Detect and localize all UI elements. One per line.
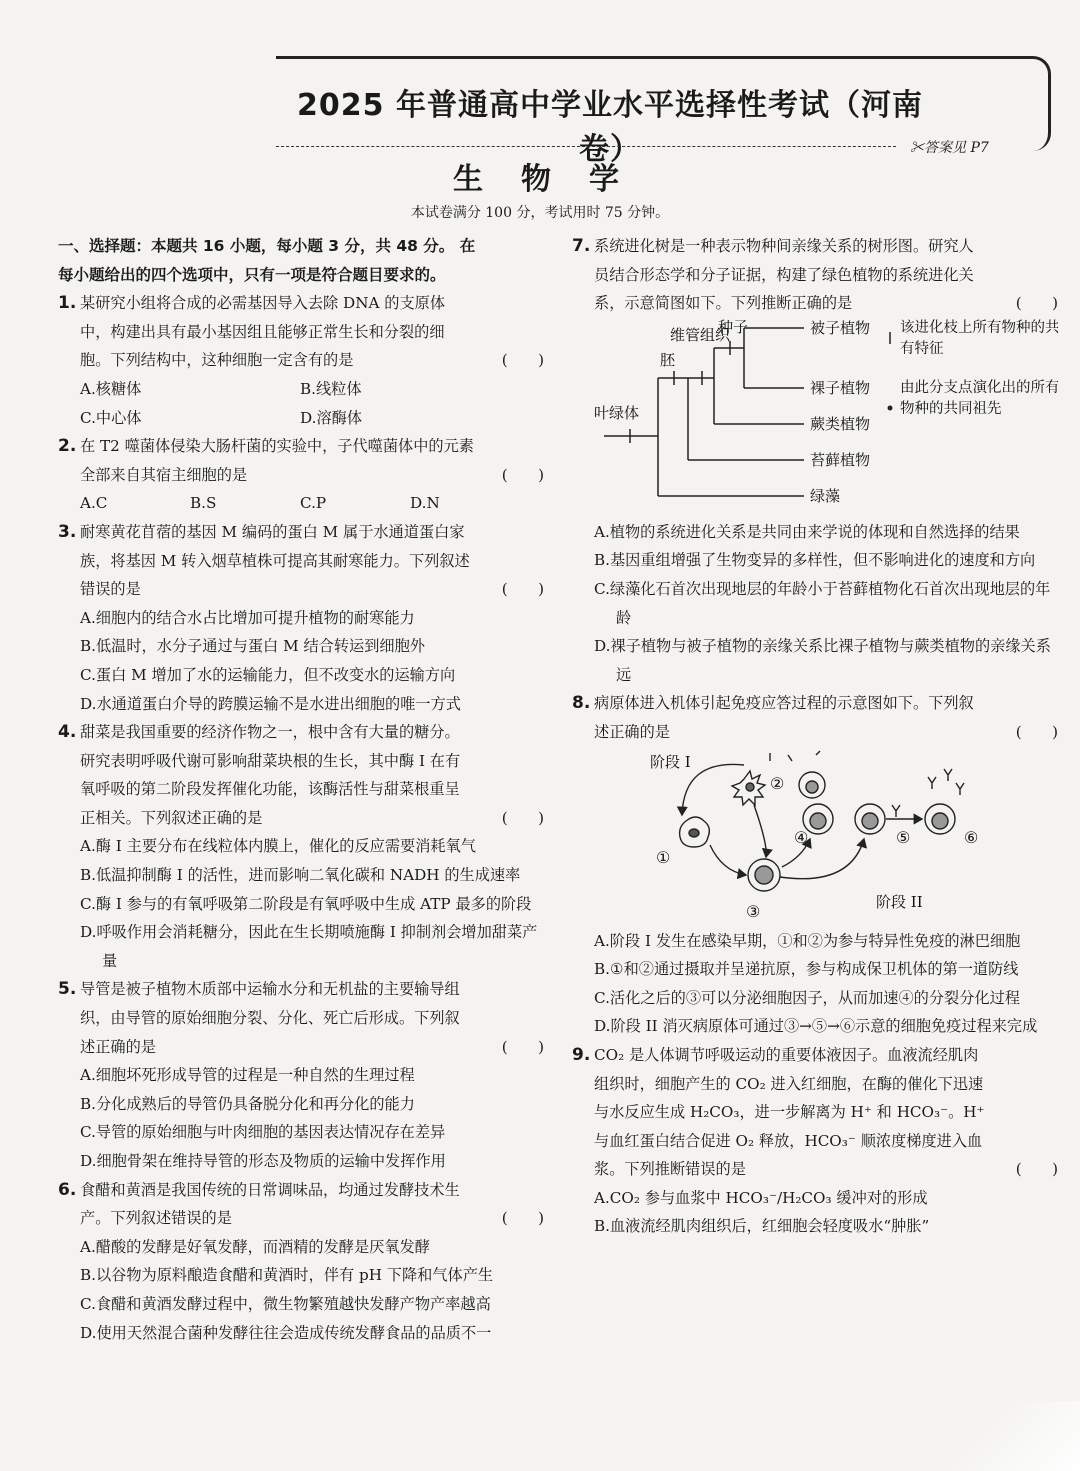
cell-label-4: ④	[794, 827, 809, 847]
trait-chloroplast: 叶绿体	[594, 403, 640, 422]
option-d: D.阶段 II 消灭病原体可通过③→⑤→⑥示意的细胞免疫过程来完成	[594, 1017, 1038, 1036]
question-number: 7.	[572, 236, 591, 256]
question-7	[572, 232, 1058, 318]
option-b: B.低温时，水分子通过与蛋白 M 结合转运到细胞外	[80, 637, 425, 656]
answer-blank: ( )	[501, 1037, 544, 1056]
legend-dot-mark	[888, 405, 893, 410]
page-corner	[900, 1401, 1080, 1471]
exam-title: 2025 年普通高中学业水平选择性考试（河南卷）	[297, 88, 923, 167]
option-b: B.S	[190, 494, 217, 513]
antibody-mark	[956, 783, 964, 795]
trait-seed: 种子	[718, 317, 749, 336]
question-5	[58, 975, 544, 1061]
question-9	[572, 1041, 1058, 1184]
answer-divider	[276, 146, 896, 147]
stage-1-label: 阶段 I	[650, 752, 691, 771]
antigen-mark	[788, 755, 792, 761]
option-c: C.蛋白 M 增加了水的运输能力，但不改变水的运输方向	[80, 665, 456, 684]
cell-label-2: ②	[770, 773, 785, 793]
question-number: 4.	[58, 722, 77, 743]
section-title-line-2: 每小题给出的四个选项中，只有一项是符合题目要求的。	[58, 265, 446, 284]
question-stem: 某研究小组将合成的必需基因导入去除 DNA 的支原体中，构建出具有最小基因组且能够正常生长和分裂的细胞。下列结构中，这种细胞一定含有的是	[80, 294, 446, 370]
option-a: A.醋酸的发酵是好氧发酵，而酒精的发酵是厌氧发酵	[80, 1237, 430, 1256]
question-stem: 导管是被子植物木质部中运输水分和无机盐的主要输导组织，由导管的原始细胞分裂、分化、死亡后形成。下列叙述正确的是	[80, 980, 460, 1056]
option-b: B.血液流经肌肉组织后，红细胞会轻度吸水“肿胀”	[594, 1217, 930, 1236]
question-number: 8.	[572, 693, 591, 714]
question-stem: 耐寒黄花苜蓿的基因 M 编码的蛋白 M 属于水通道蛋白家族，将基因 M 转入烟草植株可提高其耐寒能力。下列叙述错误的是	[80, 522, 470, 599]
phylogenetic-tree-svg	[594, 318, 1058, 518]
question-stem: 食醋和黄酒是我国传统的日常调味品，均通过发酵技术生产。下列叙述错误的是	[80, 1180, 460, 1228]
answer-blank: ( )	[501, 808, 544, 827]
tree-legend	[900, 318, 1058, 518]
cell-1-nucleus	[689, 829, 699, 837]
exam-info: 本试卷满分 100 分，考试用时 75 分钟。	[410, 205, 670, 221]
option-d: D.水通道蛋白介导的跨膜运输不是水进出细胞的唯一方式	[80, 694, 461, 713]
legend-bar-text: 该进化枝上所有物种的共有特征	[900, 319, 1058, 357]
option-d: D.N	[410, 494, 440, 513]
question-number: 2.	[58, 436, 77, 457]
taxon-fern: 蕨类植物	[810, 414, 871, 433]
right-column	[572, 232, 1058, 1241]
option-d: D.溶酶体	[300, 408, 363, 427]
taxon-green-algae: 绿藻	[810, 486, 841, 505]
scissors-icon: ✂	[910, 140, 924, 156]
options-row	[58, 489, 544, 518]
cell-2-nucleus	[746, 783, 754, 791]
option-b: B.低温抑制酶 I 的活性，进而影响二氧化碳和 NADH 的生成速率	[80, 866, 521, 885]
option-d: D.呼吸作用会消耗糖分，因此在生长期喷施酶 I 抑制剂会增加甜菜产量	[80, 923, 538, 970]
immune-diagram-svg	[594, 747, 1058, 927]
trait-vascular-text: 维管组织	[670, 325, 731, 344]
question-4	[58, 718, 544, 832]
option-a: A.阶段 I 发生在感染早期，①和②为参与特异性免疫的淋巴细胞	[594, 931, 1021, 950]
question-1	[58, 289, 544, 375]
option-a: A.酶 I 主要分布在线粒体内膜上，催化的反应需要消耗氧气	[80, 837, 476, 856]
option-b: B.线粒体	[300, 379, 362, 398]
option-c: C.绿藻化石首次出现地层的年龄小于苔藓植物化石首次出现地层的年龄	[594, 579, 1051, 627]
arrow-3-to-5	[780, 839, 864, 879]
option-b: B.以谷物为原料酿造食醋和黄酒时，伴有 pH 下降和气体产生	[80, 1266, 494, 1285]
answer-reference-text: 答案见 P7	[924, 140, 989, 156]
antibody-mark	[944, 769, 952, 781]
option-c: C.导管的原始细胞与叶肉细胞的基因表达情况存在差异	[80, 1123, 446, 1142]
answer-blank: ( )	[501, 580, 544, 599]
antibody-mark	[892, 805, 900, 817]
option-d: D.细胞骨架在维持导管的形态及物质的运输中发挥作用	[80, 1152, 446, 1170]
option-c: C.食醋和黄酒发酵过程中，微生物繁殖越快发酵产物产率越高	[80, 1294, 491, 1313]
cell-label-5: ⑤	[896, 827, 911, 847]
phylogenetic-tree	[594, 318, 1058, 518]
option-a: A.CO₂ 参与血浆中 HCO₃⁻/H₂CO₃ 缓冲对的形成	[594, 1188, 928, 1207]
answer-blank: ( )	[1015, 294, 1058, 313]
option-b: B.①和②通过摄取并呈递抗原，参与构成保卫机体的第一道防线	[594, 960, 1019, 979]
options-row	[58, 404, 544, 433]
question-8	[572, 689, 1058, 746]
option-c: C.P	[300, 494, 327, 513]
trait-vascular	[670, 326, 731, 344]
question-stem: CO₂ 是人体调节呼吸运动的重要体液因子。血液流经肌肉组织时，细胞产生的 CO₂ 进入红细胞，在酶的催化下迅速与水反应生成 H₂CO₃，进一步解离为 H⁺ 和 HCO₃⁻。H⁺ 与血红蛋白结合促进 O₂ 释放，HCO₃⁻ 顺浓度梯度进入血浆。下列推断错误的是	[594, 1045, 985, 1179]
trait-embryo: 胚	[660, 350, 676, 369]
option-a: A.C	[80, 494, 108, 513]
left-column	[58, 232, 544, 1347]
legend-dot-text: 由此分支点演化出的所有物种的共同祖先	[900, 379, 1058, 417]
question-stem: 系统进化树是一种表示物种间亲缘关系的树形图。研究人员结合形态学和分子证据，构建了绿色植物的系统进化关系，示意简图如下。下列推断正确的是	[594, 237, 974, 313]
option-c: C.酶 I 参与的有氧呼吸第二阶段是有氧呼吸中生成 ATP 最多的阶段	[80, 894, 532, 913]
subject-title: 生物学	[453, 162, 657, 197]
question-2	[58, 432, 544, 489]
question-number: 5.	[58, 979, 77, 1000]
answer-blank: ( )	[1015, 1160, 1058, 1179]
answer-blank: ( )	[501, 351, 544, 370]
option-a: A.细胞内的结合水占比增加可提升植物的耐寒能力	[80, 608, 415, 627]
arrow-1-to-3	[710, 845, 746, 875]
arrow-2-to-1	[682, 764, 744, 815]
option-a: A.植物的系统进化关系是共同由来学说的体现和自然选择的结果	[594, 522, 1020, 541]
question-3	[58, 518, 544, 604]
antigen-mark	[816, 751, 820, 755]
question-stem: 病原体进入机体引起免疫应答过程的示意图如下。下列叙述正确的是	[594, 694, 974, 741]
answer-blank: ( )	[501, 465, 544, 484]
taxon-angiosperm: 被子植物	[810, 318, 871, 337]
cell-3-nucleus	[755, 866, 773, 884]
taxon-gymnosperm: 裸子植物	[810, 378, 871, 397]
option-c: C.活化之后的③可以分泌细胞因子，从而加速④的分裂分化过程	[594, 988, 1020, 1007]
option-d: D.裸子植物与被子植物的亲缘关系比裸子植物与蕨类植物的亲缘关系远	[594, 637, 1051, 684]
cell-label-3: ③	[746, 901, 761, 921]
stage-2-label: 阶段 II	[876, 892, 923, 911]
cell-6-nucleus	[932, 813, 948, 829]
cell-label-6: ⑥	[964, 827, 979, 847]
question-stem: 甜菜是我国重要的经济作物之一，根中含有大量的糖分。研究表明呼吸代谢可影响甜菜块根的生长，其中酶 I 在有氧呼吸的第二阶段发挥催化功能，该酶活性与甜菜根重呈正相关。下列叙述正确的是	[80, 723, 461, 827]
immune-response-diagram	[594, 747, 1058, 927]
arrow-2-to-3	[754, 805, 766, 857]
question-number: 3.	[58, 521, 77, 542]
answer-blank: ( )	[1015, 722, 1058, 741]
option-b: B.分化成熟后的导管仍具备脱分化和再分化的能力	[80, 1094, 415, 1113]
question-number: 6.	[58, 1179, 77, 1200]
question-stem: 在 T2 噬菌体侵染大肠杆菌的实验中，子代噬菌体中的元素全部来自其宿主细胞的是	[80, 437, 474, 484]
cell-4b-nucleus	[810, 813, 826, 829]
option-c: C.中心体	[80, 408, 142, 427]
section-title	[58, 232, 544, 289]
taxon-moss: 苔藓植物	[810, 450, 871, 469]
question-6	[58, 1176, 544, 1233]
cell-5-nucleus	[862, 813, 878, 829]
cell-4a-nucleus	[806, 781, 818, 793]
option-a: A.核糖体	[80, 379, 142, 398]
cell-label-1: ①	[656, 847, 671, 867]
section-title-line-1: 一、选择题：本题共 16 小题，每小题 3 分，共 48 分。 在	[58, 237, 476, 255]
option-b: B.基因重组增强了生物变异的多样性，但不影响进化的速度和方向	[594, 551, 1036, 570]
question-number: 1.	[58, 293, 77, 314]
option-a: A.细胞坏死形成导管的过程是一种自然的生理过程	[80, 1066, 415, 1085]
antibody-mark	[928, 777, 936, 789]
answer-blank: ( )	[501, 1209, 544, 1228]
question-number: 9.	[572, 1044, 591, 1065]
option-d: D.使用天然混合菌种发酵往往会造成传统发酵食品的品质不一	[80, 1323, 492, 1342]
options-row	[58, 375, 544, 404]
